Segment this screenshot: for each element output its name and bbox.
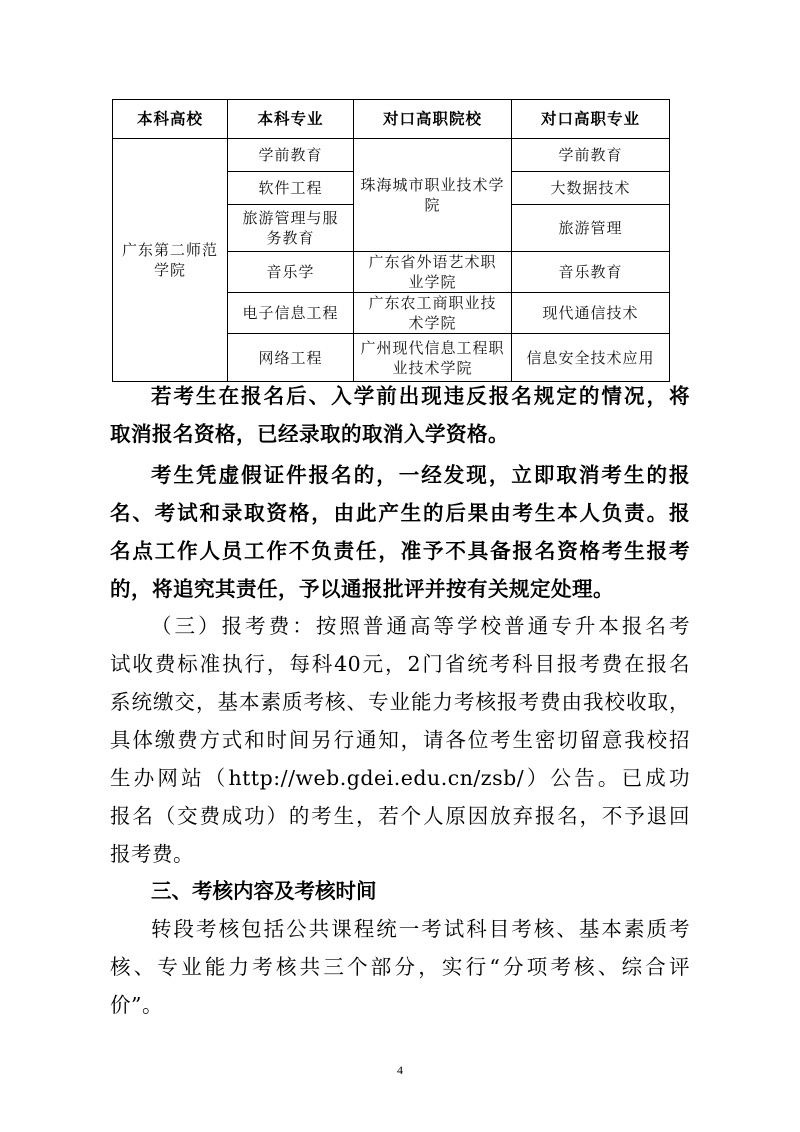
major-mapping-table bbox=[112, 99, 670, 382]
text-line: （三）报考费：按照普通高等学校普通专升本报名考 bbox=[151, 614, 690, 638]
vocational-major-cell: 旅游管理 bbox=[512, 205, 670, 252]
vocational-major-cell: 现代通信技术 bbox=[512, 293, 670, 334]
major-cell: 软件工程 bbox=[228, 172, 354, 205]
major-cell: 旅游管理与服务教育 bbox=[228, 205, 354, 252]
paragraph-violation bbox=[110, 377, 690, 453]
table-header-row bbox=[113, 100, 670, 139]
text-line: 系统缴交，基本素质考核、专业能力考核报考费由我校收取， bbox=[110, 690, 690, 714]
text-line: 考生凭虚假证件报名的，一经发现，立即取消考生的报 bbox=[151, 463, 690, 487]
vocational-major-cell: 音乐教育 bbox=[512, 252, 670, 293]
header-major: 本科专业 bbox=[228, 100, 354, 139]
header-university: 本科高校 bbox=[113, 100, 228, 139]
college-cell: 广州现代信息工程职业技术学院 bbox=[354, 334, 512, 382]
paragraph-fees bbox=[110, 607, 690, 873]
vocational-major-cell: 大数据技术 bbox=[512, 172, 670, 205]
text-line: 转段考核包括公共课程统一考试科目考核、基本素质考 bbox=[151, 917, 690, 941]
text-line: 价”。 bbox=[110, 993, 163, 1017]
college-cell: 珠海城市职业技术学院 bbox=[354, 139, 512, 252]
paragraph-assessment bbox=[110, 910, 690, 1024]
text-line: 的，将追究其责任，予以通报批评并按有关规定处理。 bbox=[110, 577, 614, 601]
university-cell: 广东第二师范学院 bbox=[113, 139, 228, 382]
section-heading: 三、考核内容及考核时间 bbox=[151, 879, 377, 903]
table-row bbox=[113, 139, 670, 172]
vocational-major-cell: 学前教育 bbox=[512, 139, 670, 172]
college-cell: 广东省外语艺术职业学院 bbox=[354, 252, 512, 293]
text-line: 报考费。 bbox=[110, 842, 194, 866]
text-line: 名、考试和录取资格，由此产生的后果由考生本人负责。报 bbox=[110, 501, 690, 525]
major-cell: 电子信息工程 bbox=[228, 293, 354, 334]
text-line: 核、专业能力考核共三个部分，实行“分项考核、综合评 bbox=[110, 955, 690, 979]
text-line: 若考生在报名后、入学前出现违反报名规定的情况，将 bbox=[151, 384, 690, 408]
header-vocational-major: 对口高职专业 bbox=[512, 100, 670, 139]
paragraph-fake-certificate bbox=[110, 456, 690, 608]
text-line: 报名（交费成功）的考生，若个人原因放弃报名，不予退回 bbox=[110, 804, 690, 828]
text-line: 取消报名资格，已经录取的取消入学资格。 bbox=[110, 422, 509, 446]
text-line: 名点工作人员工作不负责任，准予不具备报名资格考生报考 bbox=[110, 539, 690, 563]
text-line: 生办网站（http://web.gdei.edu.cn/zsb/）公告。已成功 bbox=[110, 766, 690, 790]
major-cell: 网络工程 bbox=[228, 334, 354, 382]
college-cell: 广东农工商职业技术学院 bbox=[354, 293, 512, 334]
page-number: 4 bbox=[397, 1063, 403, 1077]
vocational-major-cell: 信息安全技术应用 bbox=[512, 334, 670, 382]
major-cell: 音乐学 bbox=[228, 252, 354, 293]
text-line: 具体缴费方式和时间另行通知，请各位考生密切留意我校招 bbox=[110, 728, 690, 752]
text-line: 试收费标准执行，每科40元，2门省统考科目报考费在报名 bbox=[110, 652, 690, 676]
major-cell: 学前教育 bbox=[228, 139, 354, 172]
header-vocational-college: 对口高职院校 bbox=[354, 100, 512, 139]
